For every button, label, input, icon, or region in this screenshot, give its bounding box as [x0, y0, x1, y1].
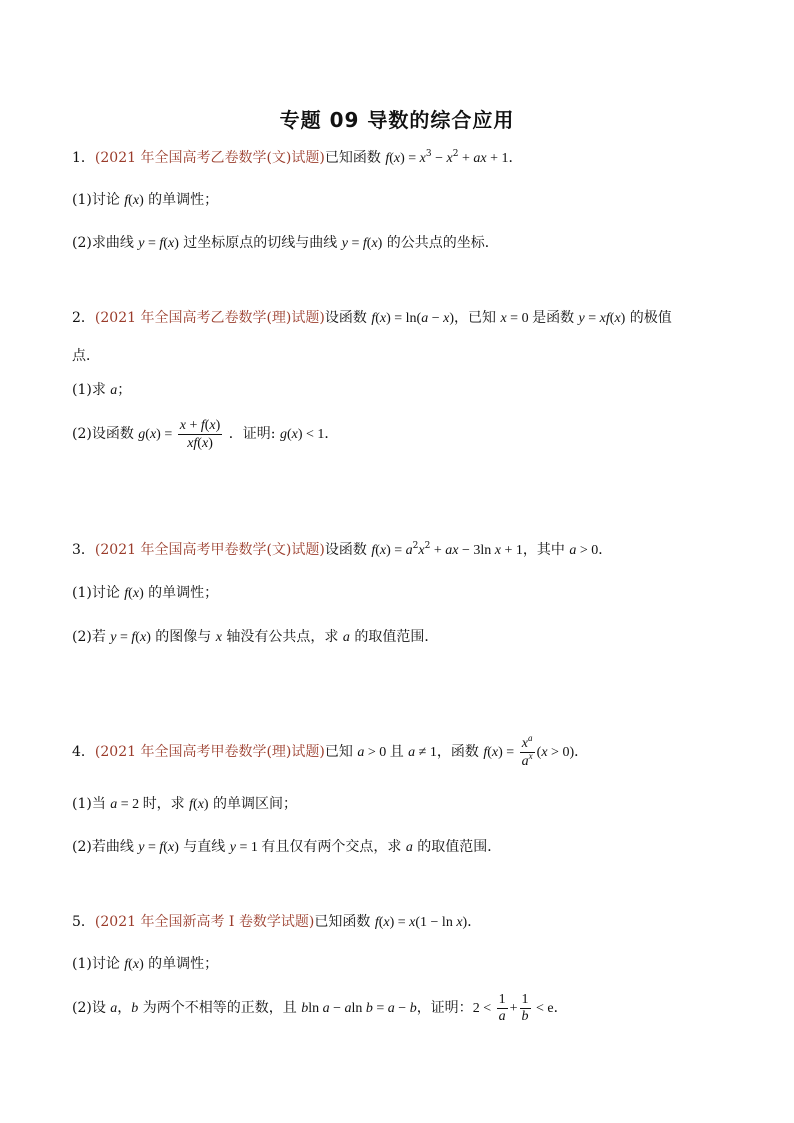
problem-text: 设函数: [324, 310, 367, 326]
problem-number: 2．: [72, 310, 95, 326]
page-title: 专题 09 导数的综合应用: [279, 108, 515, 132]
problem-formula: $f(x) = a^2x^2$ + ax − 3ln x + 1: [371, 541, 523, 558]
problem-1-stem: [72, 148, 523, 169]
problem-text-tail: ．: [508, 150, 523, 166]
problem-number: 3．: [72, 542, 95, 558]
fraction: $\frac{x + f(x)}{xf(x)}$: [179, 417, 221, 451]
problem-source: (2021 年全国高考甲卷数学(理)试题): [94, 744, 325, 760]
problem-5-part-2: (2)设 a，b 为两个不相等的正数，且 bln a − aln b = a − b，证明：2 < $\frac{1}{a}$ + $\frac{1}{b}$ < e．: [72, 991, 568, 1024]
problem-1-part-2: (2)求曲线 y = f(x) 过坐标原点的切线与曲线 y = f(x) 的公共点的坐标．: [72, 235, 499, 251]
problem-text: 已知函数: [324, 150, 381, 166]
fraction: $\frac{1}{b}$: [521, 991, 529, 1024]
problem-number: 1．: [72, 150, 95, 166]
problem-source: (2021 年全国新高考 I 卷数学试题): [94, 914, 315, 930]
problem-formula: $f(x) = x^3 - x^2$ + ax + 1: [385, 149, 509, 166]
fraction: $\frac{1}{a}$: [498, 991, 506, 1024]
problem-formula: f(x) = $\frac{x^a}{a^x}$ (x > 0): [483, 732, 575, 769]
problem-1-part-1: (1)讨论 f(x) 的单调性；: [72, 192, 219, 208]
problem-2-stem-cont: 点．: [72, 348, 100, 364]
problem-2-part-2: (2)设函数 g(x) = $\frac{x + f(x)}{xf(x)}$ ．证明: g(x) < 1．: [72, 417, 339, 451]
fraction: $\frac{x^a}{a^x}$: [521, 732, 533, 769]
problem-source: (2021 年全国高考乙卷数学(理)试题): [94, 310, 325, 326]
problem-4-stem: 4．(2021 年全国高考甲卷数学(理)试题)已知 a > 0 且 a ≠ 1，函数 f(x) = $\frac{x^a}{a^x}$ (x > 0)．: [72, 732, 589, 769]
problem-4-part-2: (2)若曲线 y = f(x) 与直线 y = 1 有且仅有两个交点，求 a 的取值范围．: [72, 839, 502, 855]
problem-2-stem: 2．(2021 年全国高考乙卷数学(理)试题)设函数 f(x) = ln(a − x)，已知 x = 0 是函数 y = xf(x) 的极值: [72, 310, 672, 326]
problem-4-part-1: (1)当 a = 2 时，求 f(x) 的单调区间；: [72, 796, 298, 812]
problem-formula: f(x) = x(1 − ln x): [374, 915, 468, 930]
problem-text-tail: ．: [467, 914, 482, 930]
problem-number: 4．: [72, 744, 95, 760]
problem-formula: f(x) = ln(a − x): [371, 311, 454, 326]
problem-2-part-1: (1)求 a；: [72, 382, 132, 398]
problem-number: 5．: [72, 914, 95, 930]
problem-text: 已知函数: [314, 914, 371, 930]
problem-5-stem: [72, 912, 481, 933]
problem-source: (2021 年全国高考甲卷数学(文)试题): [94, 542, 325, 558]
problem-source: (2021 年全国高考乙卷数学(文)试题): [94, 150, 325, 166]
problem-5-part-1: (1)讨论 f(x) 的单调性；: [72, 956, 219, 972]
problem-3-part-1: (1)讨论 f(x) 的单调性；: [72, 585, 219, 601]
problem-3-part-2: (2)若 y = f(x) 的图像与 x 轴没有公共点，求 a 的取值范围．: [72, 629, 439, 645]
problem-text: 设函数: [324, 542, 367, 558]
problem-text-tail: ．: [574, 744, 589, 760]
problem-3-stem: 3．(2021 年全国高考甲卷数学(文)试题)设函数 $f(x) = a^2x^2$ + ax − 3ln x + 1，其中 a > 0．: [72, 541, 613, 558]
